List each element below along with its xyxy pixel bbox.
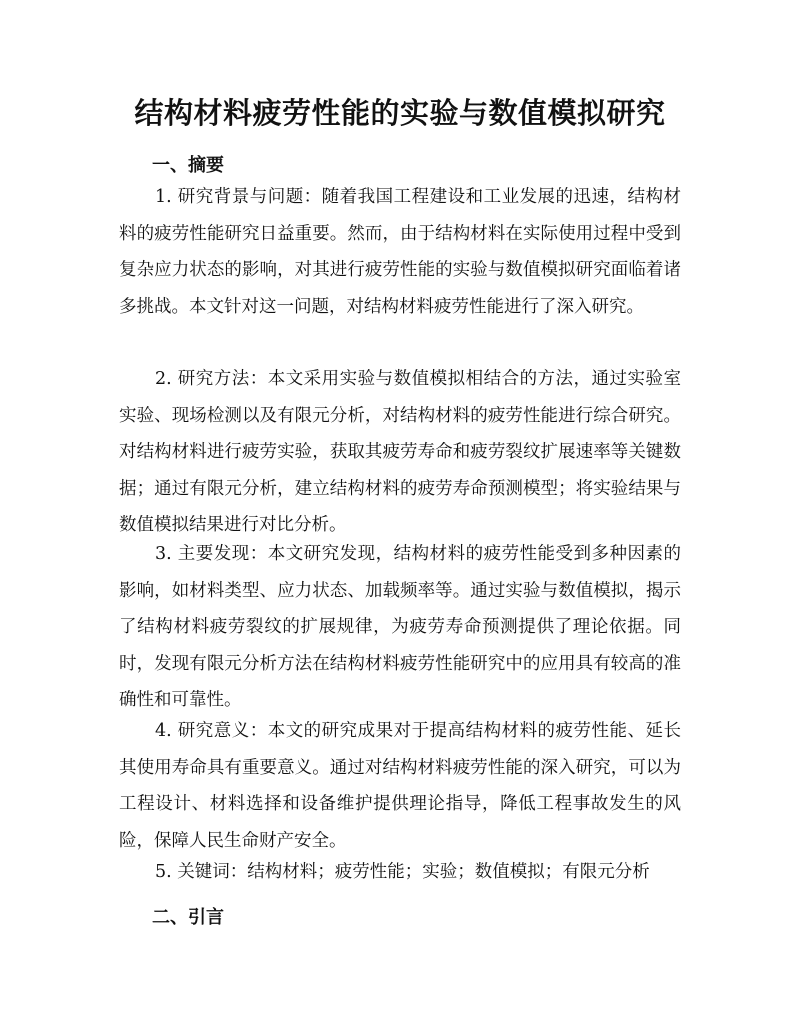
paragraph-findings: 3. 主要发现：本文研究发现，结构材料的疲劳性能受到多种因素的影响，如材料类型、应力状态、加载频率等。通过实验与数值模拟，揭示了结构材料疲劳裂纹的扩展规律，为疲劳寿命预测提供了理论依据。同时，发现有限元分析方法在结构材料疲劳性能研究中的应用具有较高的准确性和可靠性。: [119, 544, 681, 710]
paragraph-keywords: 5. 关键词：结构材料；疲劳性能；实验；数值模拟；有限元分析: [155, 862, 650, 882]
paragraph-methods: 2. 研究方法：本文采用实验与数值模拟相结合的方法，通过实验室实验、现场检测以及有限元分析，对结构材料的疲劳性能进行综合研究。对结构材料进行疲劳实验，获取其疲劳寿命和疲劳裂纹扩展速率等关键数据；通过有限元分析，建立结构材料的疲劳寿命预测模型；将实验结果与数值模拟结果进行对比分析。: [119, 369, 681, 535]
paragraph-significance: 4. 研究意义：本文的研究成果对于提高结构材料的疲劳性能、延长其使用寿命具有重要意义。通过对结构材料疲劳性能的深入研究，可以为工程设计、材料选择和设备维护提供理论指导，降低工程事故发生的风险，保障人民生命财产安全。: [119, 721, 681, 851]
section-heading-abstract: 一、摘要: [152, 155, 224, 176]
document-title: 结构材料疲劳性能的实验与数值模拟研究: [134, 96, 666, 130]
section-heading-introduction: 二、引言: [152, 907, 224, 928]
paragraph-background: 1. 研究背景与问题：随着我国工程建设和工业发展的迅速，结构材料的疲劳性能研究日益重要。然而，由于结构材料在实际使用过程中受到复杂应力状态的影响，对其进行疲劳性能的实验与数值模拟研究面临着诸多挑战。本文针对这一问题，对结构材料疲劳性能进行了深入研究。: [119, 187, 681, 317]
